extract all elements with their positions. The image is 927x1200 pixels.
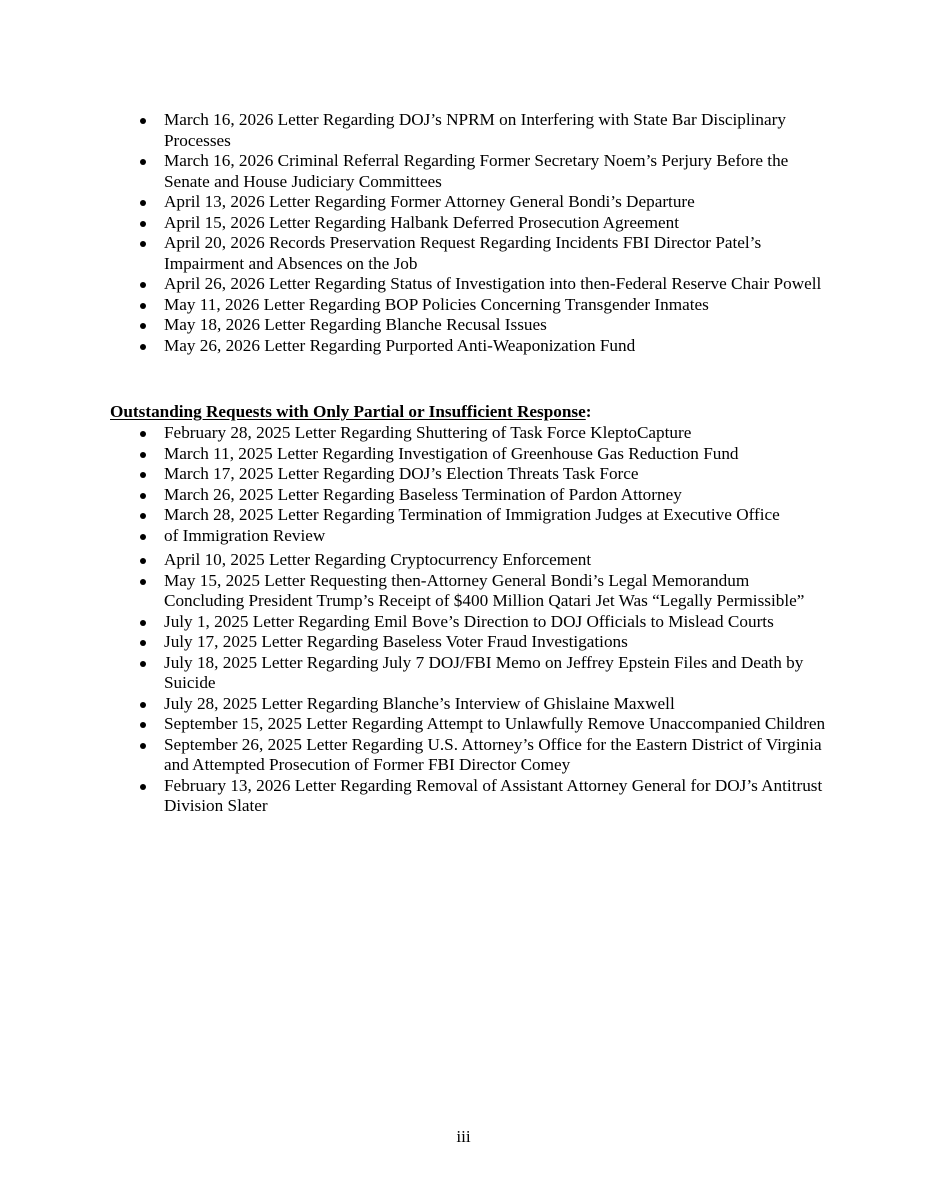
list-item: April 15, 2026 Letter Regarding Halbank Deferred Prosecution Agreement bbox=[140, 213, 830, 234]
bullet-icon bbox=[140, 323, 146, 329]
list-item: April 20, 2026 Records Preservation Request Regarding Incidents FBI Director Patel’s Impairment and Absences on the Job bbox=[140, 233, 830, 274]
list-item: April 13, 2026 Letter Regarding Former Attorney General Bondi’s Departure bbox=[140, 192, 830, 213]
list-item: July 28, 2025 Letter Regarding Blanche’s Interview of Ghislaine Maxwell bbox=[140, 694, 830, 715]
bullet-icon bbox=[140, 534, 146, 540]
bullet-icon bbox=[140, 661, 146, 667]
bullet-icon bbox=[140, 282, 146, 288]
bullet-icon bbox=[140, 743, 146, 749]
list-item: July 1, 2025 Letter Regarding Emil Bove’s Direction to DOJ Officials to Mislead Courts bbox=[140, 612, 830, 633]
bullet-icon bbox=[140, 303, 146, 309]
list-item: February 13, 2026 Letter Regarding Removal of Assistant Attorney General for DOJ’s Antitrust Division Slater bbox=[140, 776, 830, 817]
bullet-icon bbox=[140, 241, 146, 247]
bullet-icon bbox=[140, 579, 146, 585]
bullet-icon bbox=[140, 344, 146, 350]
list-item: March 26, 2025 Letter Regarding Baseless Termination of Pardon Attorney bbox=[140, 485, 830, 506]
page-number: iii bbox=[456, 1127, 471, 1146]
list-item: March 16, 2026 Criminal Referral Regarding Former Secretary Noem’s Perjury Before the Senate and House Judiciary Committees bbox=[140, 151, 830, 192]
section-heading: Outstanding Requests with Only Partial or Insufficient Response: bbox=[110, 402, 592, 421]
bullet-icon bbox=[140, 431, 146, 437]
bullet-icon bbox=[140, 620, 146, 626]
bullet-icon bbox=[140, 558, 146, 564]
bullet-icon bbox=[140, 784, 146, 790]
list-item: May 26, 2026 Letter Regarding Purported Anti-Weaponization Fund bbox=[140, 336, 830, 357]
bullet-icon bbox=[140, 159, 146, 165]
list-section-1 bbox=[140, 110, 830, 356]
list-item: February 28, 2025 Letter Regarding Shuttering of Task Force KleptoCapture bbox=[140, 423, 830, 444]
list-item: May 11, 2026 Letter Regarding BOP Policies Concerning Transgender Inmates bbox=[140, 295, 830, 316]
bullet-icon bbox=[140, 722, 146, 728]
list-item: March 28, 2025 Letter Regarding Termination of Immigration Judges at Executive Office bbox=[140, 505, 830, 526]
list-item: May 15, 2025 Letter Requesting then-Attorney General Bondi’s Legal Memorandum Concluding President Trump’s Receipt of $400 Million Qatari Jet Was “Legally Permissible” bbox=[140, 571, 830, 612]
list-item: April 10, 2025 Letter Regarding Cryptocurrency Enforcement bbox=[140, 550, 830, 571]
bullet-icon bbox=[140, 493, 146, 499]
list-item: September 15, 2025 Letter Regarding Attempt to Unlawfully Remove Unaccompanied Children bbox=[140, 714, 830, 735]
list-item: April 26, 2026 Letter Regarding Status of Investigation into then-Federal Reserve Chair Powell bbox=[140, 274, 830, 295]
bullet-icon bbox=[140, 221, 146, 227]
bullet-icon bbox=[140, 200, 146, 206]
bullet-icon bbox=[140, 118, 146, 124]
list-item: March 16, 2026 Letter Regarding DOJ’s NPRM on Interfering with State Bar Disciplinary Processes bbox=[140, 110, 830, 151]
list-item: May 18, 2026 Letter Regarding Blanche Recusal Issues bbox=[140, 315, 830, 336]
bullet-icon bbox=[140, 452, 146, 458]
list-item: July 18, 2025 Letter Regarding July 7 DOJ/FBI Memo on Jeffrey Epstein Files and Death by Suicide bbox=[140, 653, 830, 694]
bullet-icon bbox=[140, 702, 146, 708]
bullet-icon bbox=[140, 640, 146, 646]
bullet-icon bbox=[140, 472, 146, 478]
list-item: September 26, 2025 Letter Regarding U.S. Attorney’s Office for the Eastern District of Virginia and Attempted Prosecution of Former FBI Director Comey bbox=[140, 735, 830, 776]
list-item: March 17, 2025 Letter Regarding DOJ’s Election Threats Task Force bbox=[140, 464, 830, 485]
list-item: of Immigration Review bbox=[140, 526, 830, 547]
list-item: March 11, 2025 Letter Regarding Investigation of Greenhouse Gas Reduction Fund bbox=[140, 444, 830, 465]
bullet-icon bbox=[140, 513, 146, 519]
list-section-2 bbox=[140, 423, 830, 817]
list-item: July 17, 2025 Letter Regarding Baseless Voter Fraud Investigations bbox=[140, 632, 830, 653]
